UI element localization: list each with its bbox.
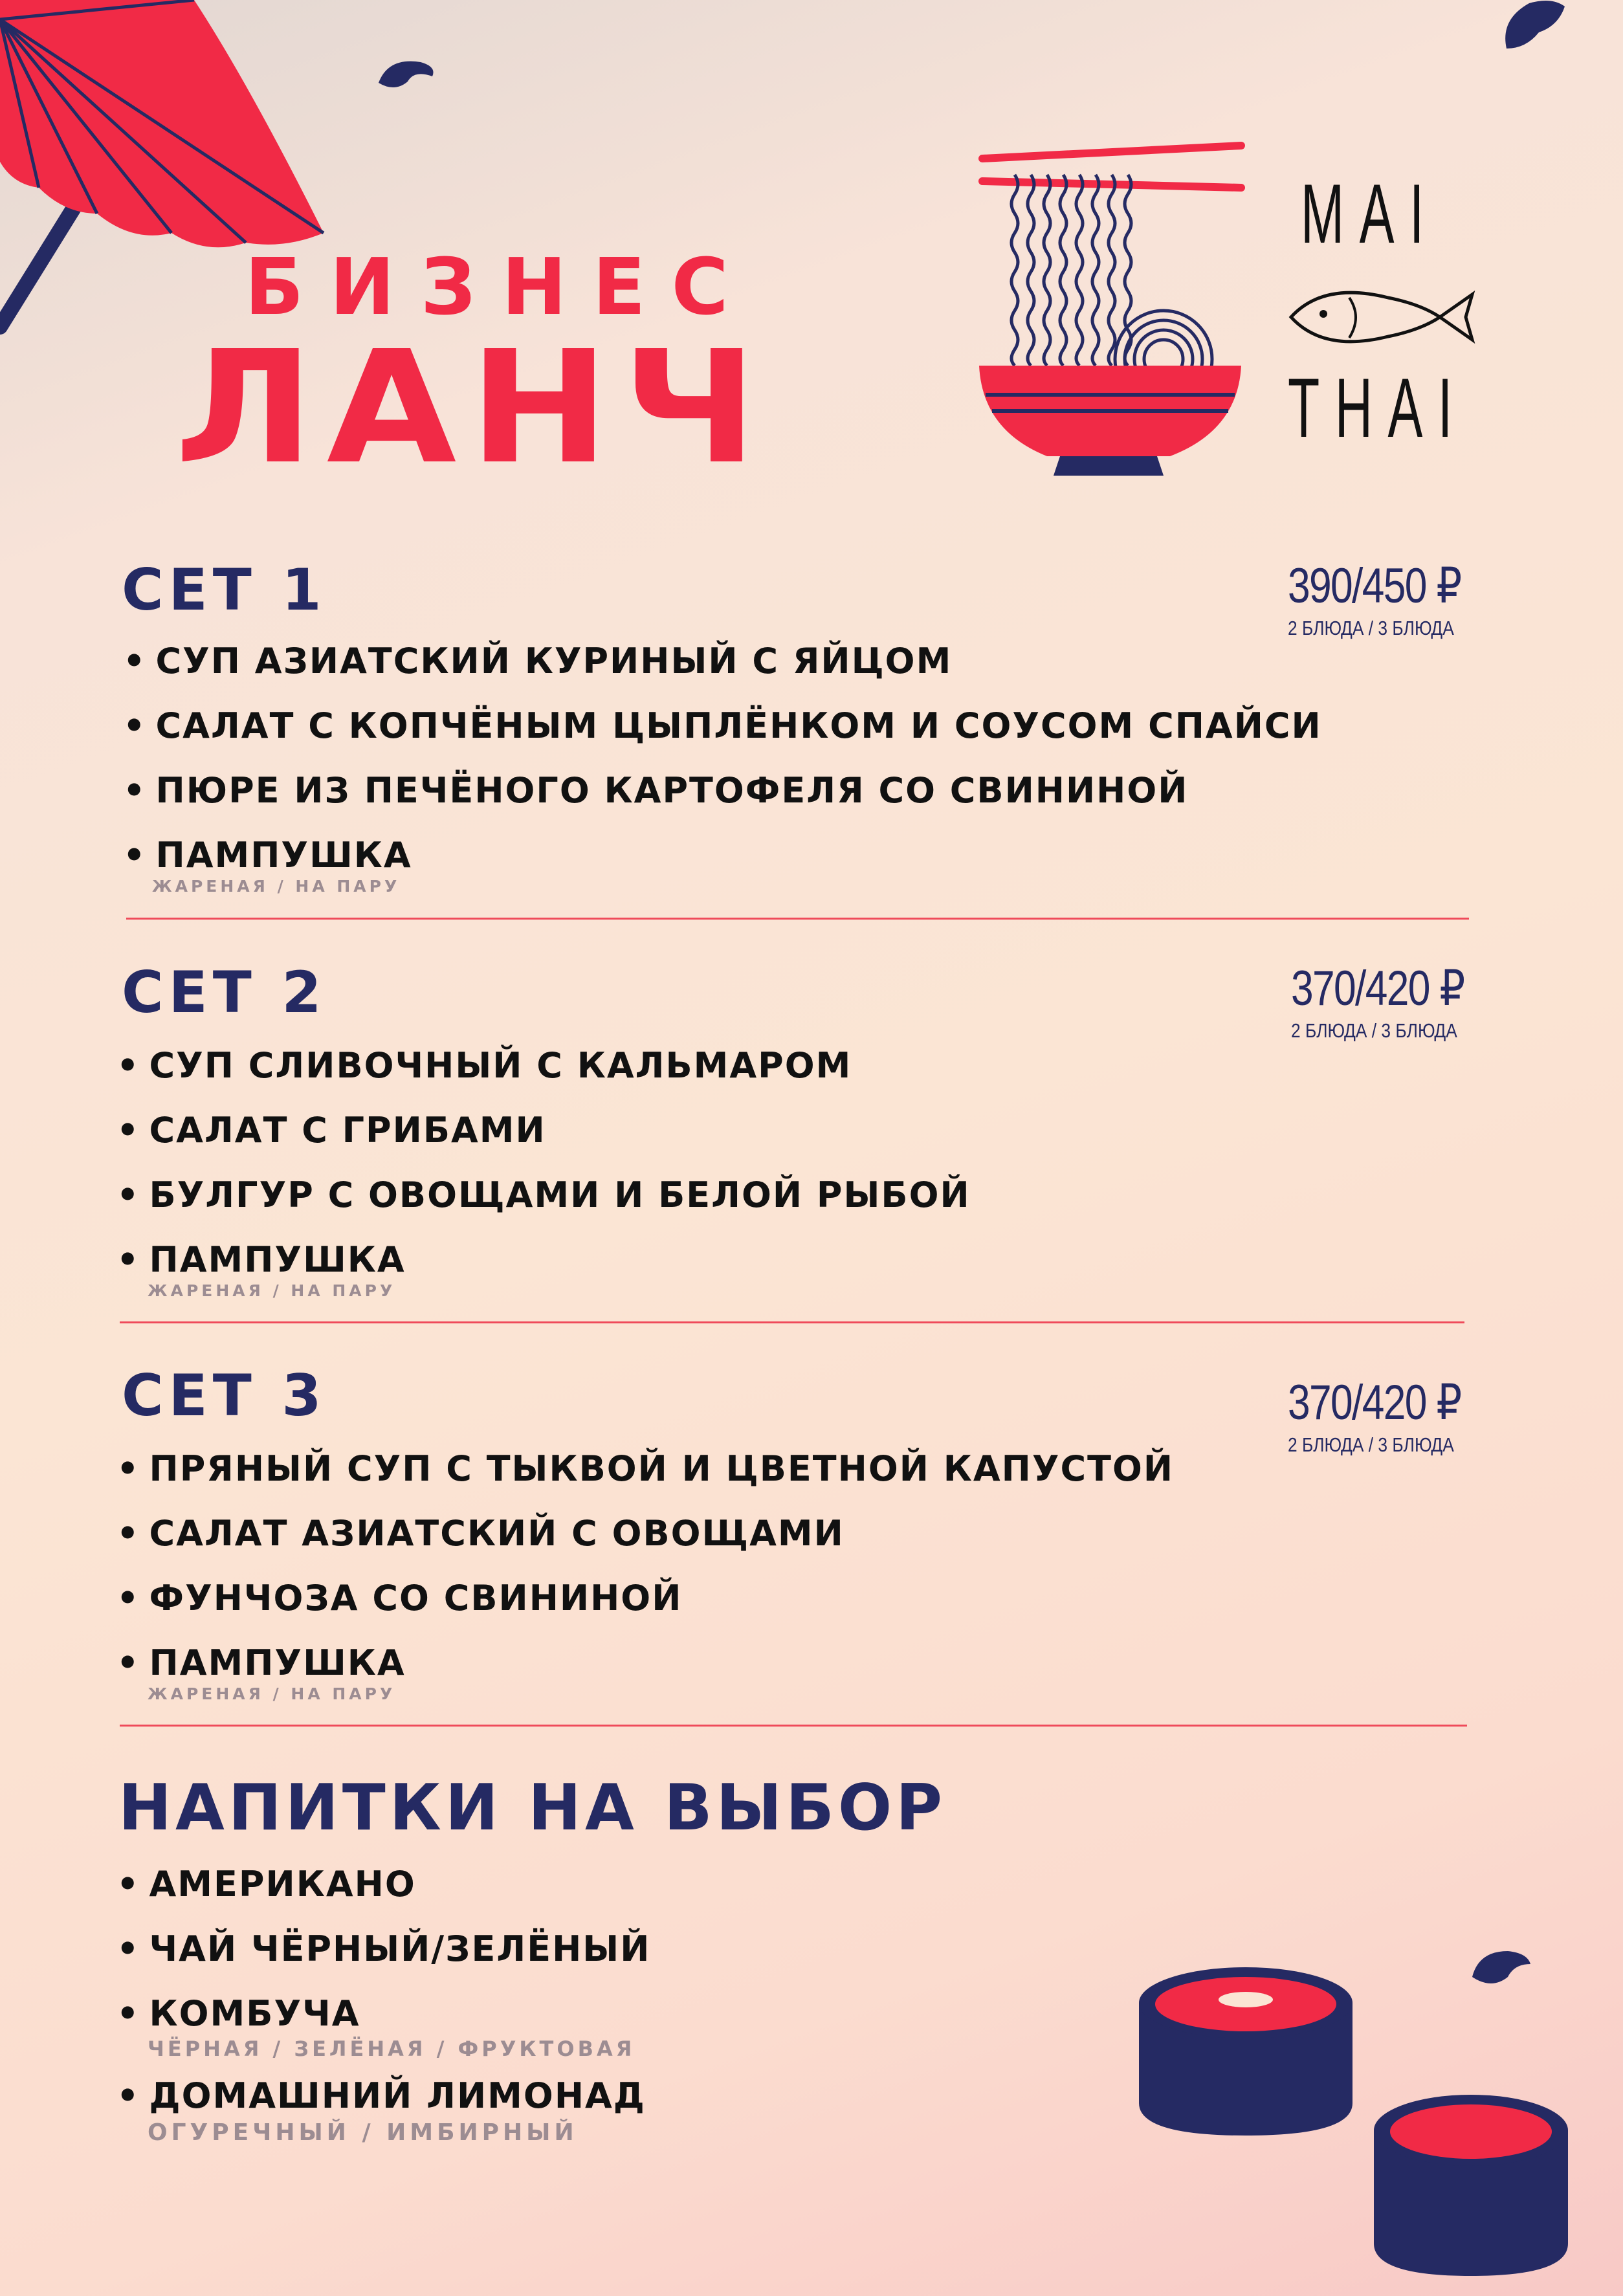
set-2-item-2: • САЛАТ С ГРИБАМИ — [116, 1110, 546, 1151]
set-3-item-2: • САЛАТ АЗИАТСКИЙ С ОВОЩАМИ — [116, 1513, 845, 1554]
set-1-item-3: • ПЮРЕ ИЗ ПЕЧЁНОГО КАРТОФЕЛЯ СО СВИНИНОЙ — [123, 770, 1189, 811]
drinks-title: НАПИТКИ НА ВЫБОР — [118, 1771, 947, 1845]
set-1-item-4: • ПАМПУШКА — [123, 835, 412, 876]
set-2-item-4-sub: ЖАРЕНАЯ / НА ПАРУ — [148, 1281, 396, 1300]
set-3-item-1: • ПРЯНЫЙ СУП С ТЫКВОЙ И ЦВЕТНОЙ КАПУСТОЙ — [116, 1448, 1175, 1489]
drinks-item-3-sub: ЧЁРНАЯ / ЗЕЛЁНАЯ / ФРУКТОВАЯ — [148, 2037, 635, 2061]
divider — [126, 918, 1469, 920]
logo-bottom: THAI — [1288, 360, 1468, 455]
set-2-title: СЕТ 2 — [122, 959, 327, 1026]
logo-top: MAI — [1301, 166, 1439, 261]
drinks-item-1: • АМЕРИКАНО — [116, 1864, 416, 1904]
drinks-item-2: • ЧАЙ ЧЁРНЫЙ/ЗЕЛЁНЫЙ — [116, 1928, 651, 1969]
set-1-item-4-sub: ЖАРЕНАЯ / НА ПАРУ — [152, 877, 401, 896]
title-line-1: БИЗНЕС — [245, 243, 755, 333]
set-3-item-4-sub: ЖАРЕНАЯ / НА ПАРУ — [148, 1684, 396, 1703]
sushi-roll-icon — [1371, 2092, 1571, 2279]
divider — [120, 1725, 1467, 1727]
set-3-item-4: • ПАМПУШКА — [116, 1642, 406, 1683]
set-2-item-3: • БУЛГУР С ОВОЩАМИ И БЕЛОЙ РЫБОЙ — [116, 1175, 971, 1215]
drinks-item-3: • КОМБУЧА — [116, 1993, 360, 2034]
set-2-item-1: • СУП СЛИВОЧНЫЙ С КАЛЬМАРОМ — [116, 1045, 852, 1086]
sushi-roll-icon — [1136, 1964, 1356, 2139]
set-1-item-2: • САЛАТ С КОПЧЁНЫМ ЦЫПЛЁНКОМ И СОУСОМ СПАЙСИ — [123, 705, 1322, 746]
drinks-item-4: • ДОМАШНИЙ ЛИМОНАД — [116, 2075, 646, 2116]
set-3-price: 370/420 ₽ — [1288, 1375, 1461, 1430]
noodle-bowl-icon — [976, 139, 1248, 482]
set-3-title: СЕТ 3 — [122, 1362, 327, 1429]
set-1-price-note: 2 БЛЮДА / 3 БЛЮДА — [1288, 617, 1454, 639]
drinks-item-4-sub: ОГУРЕЧНЫЙ / ИМБИРНЫЙ — [148, 2119, 578, 2146]
set-2-item-4: • ПАМПУШКА — [116, 1239, 406, 1280]
divider — [120, 1321, 1464, 1323]
petal-icon — [1469, 1948, 1534, 1993]
set-1-item-1: • СУП АЗИАТСКИЙ КУРИНЫЙ С ЯЙЦОМ — [123, 641, 953, 681]
set-1-price: 390/450 ₽ — [1288, 558, 1461, 613]
petal-icon — [375, 57, 440, 96]
set-3-item-3: • ФУНЧОЗА СО СВИНИНОЙ — [116, 1578, 683, 1618]
fish-icon — [1285, 278, 1479, 356]
set-2-price: 370/420 ₽ — [1291, 961, 1464, 1016]
set-3-price-note: 2 БЛЮДА / 3 БЛЮДА — [1288, 1433, 1454, 1456]
petal-icon — [1500, 0, 1571, 58]
set-1-title: СЕТ 1 — [122, 557, 327, 623]
set-2-price-note: 2 БЛЮДА / 3 БЛЮДА — [1291, 1019, 1457, 1042]
title-line-2: ЛАНЧ — [175, 317, 771, 498]
